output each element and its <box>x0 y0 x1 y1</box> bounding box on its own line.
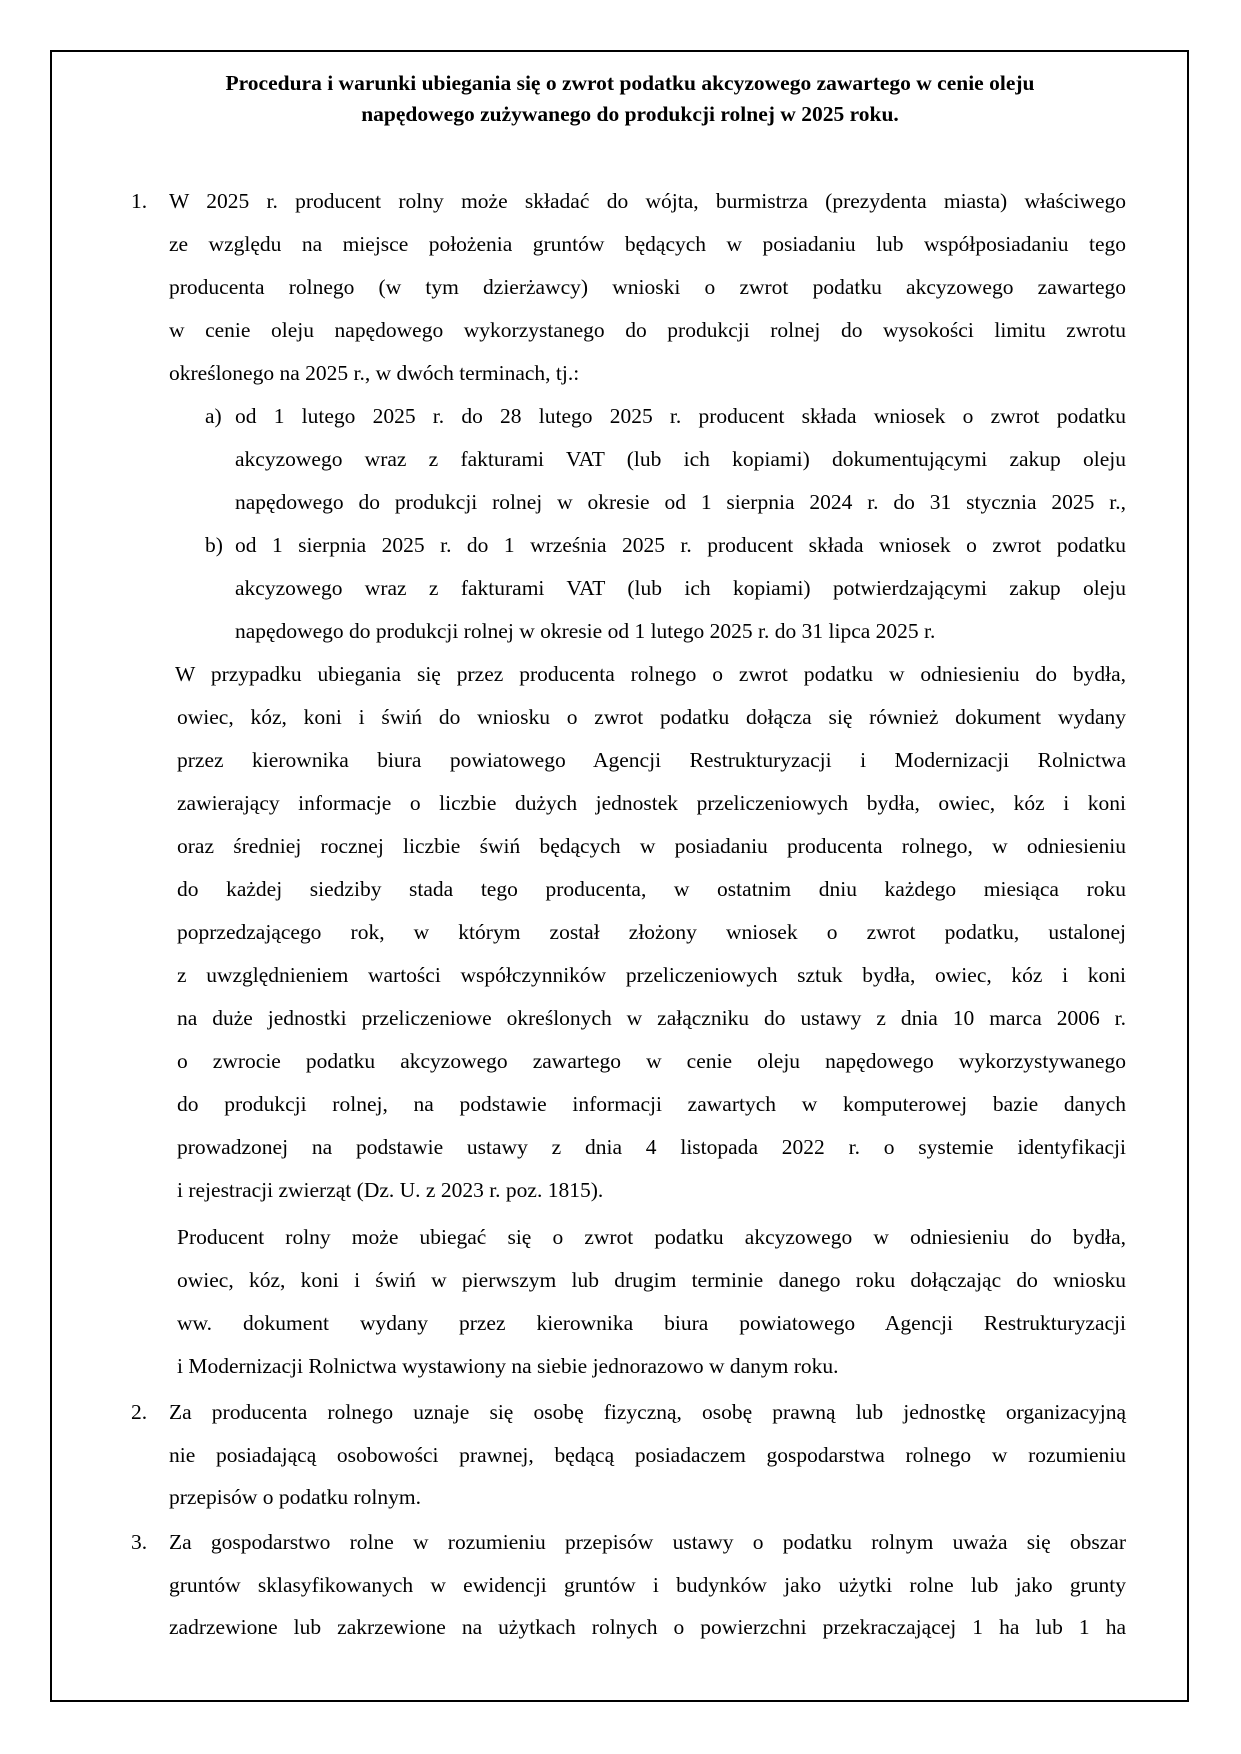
sub-item-a-line: akcyzowego wraz z fakturami VAT (lub ich kopiami) dokumentującymi zakup oleju <box>235 447 1126 471</box>
item-1-line: w cenie oleju napędowego wykorzystanego do produkcji rolnej do wysokości limitu zwrotu <box>169 318 1126 342</box>
item-3-line: gruntów sklasyfikowanych w ewidencji gruntów i budynków jako użytki rolne lub jako grunty <box>169 1573 1126 1597</box>
item-3-line: zadrzewione lub zakrzewione na użytkach rolnych o powierzchni przekraczającej 1 ha lub 1 ha <box>169 1615 1126 1639</box>
livestock-paragraph-line: prowadzonej na podstawie ustawy z dnia 4 listopada 2022 r. o systemie identyfikacji <box>177 1135 1126 1159</box>
livestock-paragraph-line: do każdej siedziby stada tego producenta, w ostatnim dniu każdego miesiąca roku <box>177 877 1126 901</box>
livestock-paragraph-line: oraz średniej rocznej liczbie świń będących w posiadaniu producenta rolnego, w odniesieniu <box>177 834 1126 858</box>
item-1-line: producenta rolnego (w tym dzierżawcy) wnioski o zwrot podatku akcyzowego zawartego <box>169 275 1126 299</box>
item-1-line: określonego na 2025 r., w dwóch terminach, tj.: <box>169 361 580 385</box>
livestock-paragraph-line: na duże jednostki przeliczeniowe określonych w załączniku do ustawy z dnia 10 marca 2006 r. <box>177 1006 1126 1030</box>
sub-item-a-line: napędowego do produkcji rolnej w okresie od 1 sierpnia 2024 r. do 31 stycznia 2025 r., <box>235 490 1126 514</box>
document-title <box>150 68 1110 130</box>
item-2-line: przepisów o podatku rolnym. <box>169 1485 421 1509</box>
item-2-number: 2. <box>131 1400 148 1424</box>
sub-item-a-line: od 1 lutego 2025 r. do 28 lutego 2025 r. producent składa wniosek o zwrot podatku <box>235 404 1126 428</box>
once-paragraph-line: owiec, kóz, koni i świń w pierwszym lub drugim terminie danego roku dołączając do wniosku <box>177 1268 1126 1292</box>
sub-item-b-marker: b) <box>205 533 223 557</box>
livestock-paragraph-line: do produkcji rolnej, na podstawie informacji zawartych w komputerowej bazie danych <box>177 1092 1126 1116</box>
item-2-line: nie posiadającą osobowości prawnej, będącą posiadaczem gospodarstwa rolnego w rozumieniu <box>169 1443 1126 1467</box>
sub-item-b-line: napędowego do produkcji rolnej w okresie od 1 lutego 2025 r. do 31 lipca 2025 r. <box>235 619 936 643</box>
sub-item-a-marker: a) <box>205 404 222 428</box>
livestock-paragraph-line: poprzedzającego rok, w którym został złożony wniosek o zwrot podatku, ustalonej <box>177 920 1126 944</box>
sub-item-b-line: od 1 sierpnia 2025 r. do 1 września 2025 r. producent składa wniosek o zwrot podatku <box>235 533 1126 557</box>
livestock-paragraph-line: W przypadku ubiegania się przez producenta rolnego o zwrot podatku w odniesieniu do bydła, <box>175 662 1126 686</box>
item-1-line: ze względu na miejsce położenia gruntów będących w posiadaniu lub współposiadaniu tego <box>169 232 1126 256</box>
once-paragraph-line: Producent rolny może ubiegać się o zwrot podatku akcyzowego w odniesieniu do bydła, <box>177 1225 1126 1249</box>
livestock-paragraph-line: o zwrocie podatku akcyzowego zawartego w cenie oleju napędowego wykorzystywanego <box>177 1049 1126 1073</box>
livestock-paragraph-line: zawierający informacje o liczbie dużych jednostek przeliczeniowych bydła, owiec, kóz i koni <box>177 791 1126 815</box>
item-3-number: 3. <box>131 1530 148 1554</box>
livestock-paragraph-line: i rejestracji zwierząt (Dz. U. z 2023 r. poz. 1815). <box>177 1178 604 1202</box>
item-1-line: W 2025 r. producent rolny może składać do wójta, burmistrza (prezydenta miasta) właściwego <box>169 189 1126 213</box>
title-line-2: napędowego zużywanego do produkcji rolnej w 2025 roku. <box>361 102 899 126</box>
livestock-paragraph-line: z uwzględnieniem wartości współczynników przeliczeniowych sztuk bydła, owiec, kóz i koni <box>177 963 1126 987</box>
sub-item-b-line: akcyzowego wraz z fakturami VAT (lub ich kopiami) potwierdzającymi zakup oleju <box>235 576 1126 600</box>
title-line-1: Procedura i warunki ubiegania się o zwrot podatku akcyzowego zawartego w cenie oleju <box>225 71 1035 95</box>
once-paragraph-line: ww. dokument wydany przez kierownika biura powiatowego Agencji Restrukturyzacji <box>177 1311 1126 1335</box>
livestock-paragraph-line: owiec, kóz, koni i świń do wniosku o zwrot podatku dołącza się również dokument wydany <box>177 705 1126 729</box>
livestock-paragraph-line: przez kierownika biura powiatowego Agencji Restrukturyzacji i Modernizacji Rolnictwa <box>177 748 1126 772</box>
item-3-line: Za gospodarstwo rolne w rozumieniu przepisów ustawy o podatku rolnym uważa się obszar <box>169 1530 1126 1554</box>
item-1-number: 1. <box>131 189 148 213</box>
once-paragraph-line: i Modernizacji Rolnictwa wystawiony na siebie jednorazowo w danym roku. <box>177 1354 839 1378</box>
item-2-line: Za producenta rolnego uznaje się osobę fizyczną, osobę prawną lub jednostkę organizacyjną <box>169 1400 1126 1424</box>
